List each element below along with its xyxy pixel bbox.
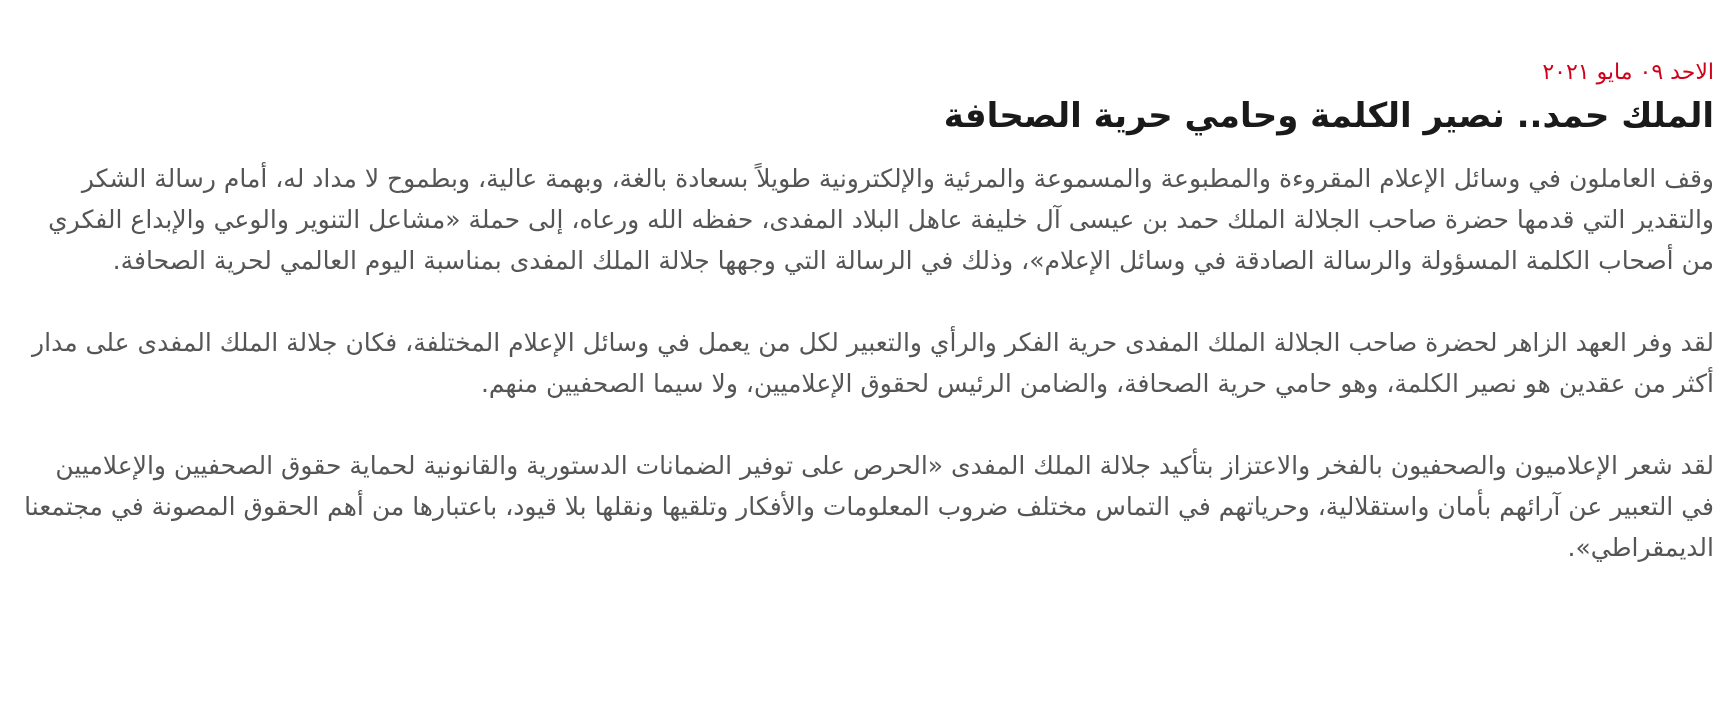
article-date: الاحد ٠٩ مايو ٢٠٢١ (1542, 60, 1714, 85)
article-paragraph-1: وقف العاملون في وسائل الإعلام المقروءة والمطبوعة والمسموعة والمرئية والإلكترونية طويلاً بسعادة بالغة، وبهمة عالية، وبطموح لا مداد له، أمام رسالة الشكر والتقدير التي قدمها حضرة صاحب الجلالة الملك حمد بن عيسى آل خليفة عاهل البلاد المفدى، حفظه الله ورعاه، إلى حملة «مشاعل التنوير والوعي والإبداع الفكري من أصحاب الكلمة المسؤولة والرسالة الصادقة في وسائل الإعلام»، وذلك في الرسالة التي وجهها جلالة الملك المفدى بمناسبة اليوم العالمي لحرية الصحافة. (48, 164, 1714, 275)
article-paragraph-3: لقد شعر الإعلاميون والصحفيون بالفخر والاعتزاز بتأكيد جلالة الملك المفدى «الحرص على توفير الضمانات الدستورية والقانونية لحماية حقوق الصحفيين والإعلاميين في التعبير عن آرائهم بأمان واستقلالية، وحرياتهم في التماس مختلف ضروب المعلومات والأفكار وتلقيها ونقلها بلا قيود، باعتبارها من أهم الحقوق المصونة في مجتمعنا الديمقراطي». (24, 451, 1714, 562)
article-paragraph-2: لقد وفر العهد الزاهر لحضرة صاحب الجلالة الملك المفدى حرية الفكر والرأي والتعبير لكل من يعمل في وسائل الإعلام المختلفة، فكان جلالة الملك المفدى على مدار أكثر من عقدين هو نصير الكلمة، وهو حامي حرية الصحافة، والضامن الرئيس لحقوق الإعلاميين، ولا سيما الصحفيين منهم. (32, 328, 1714, 398)
article-title: الملك حمد.. نصير الكلمة وحامي حرية الصحافة (943, 96, 1714, 136)
article (20, 58, 1714, 609)
